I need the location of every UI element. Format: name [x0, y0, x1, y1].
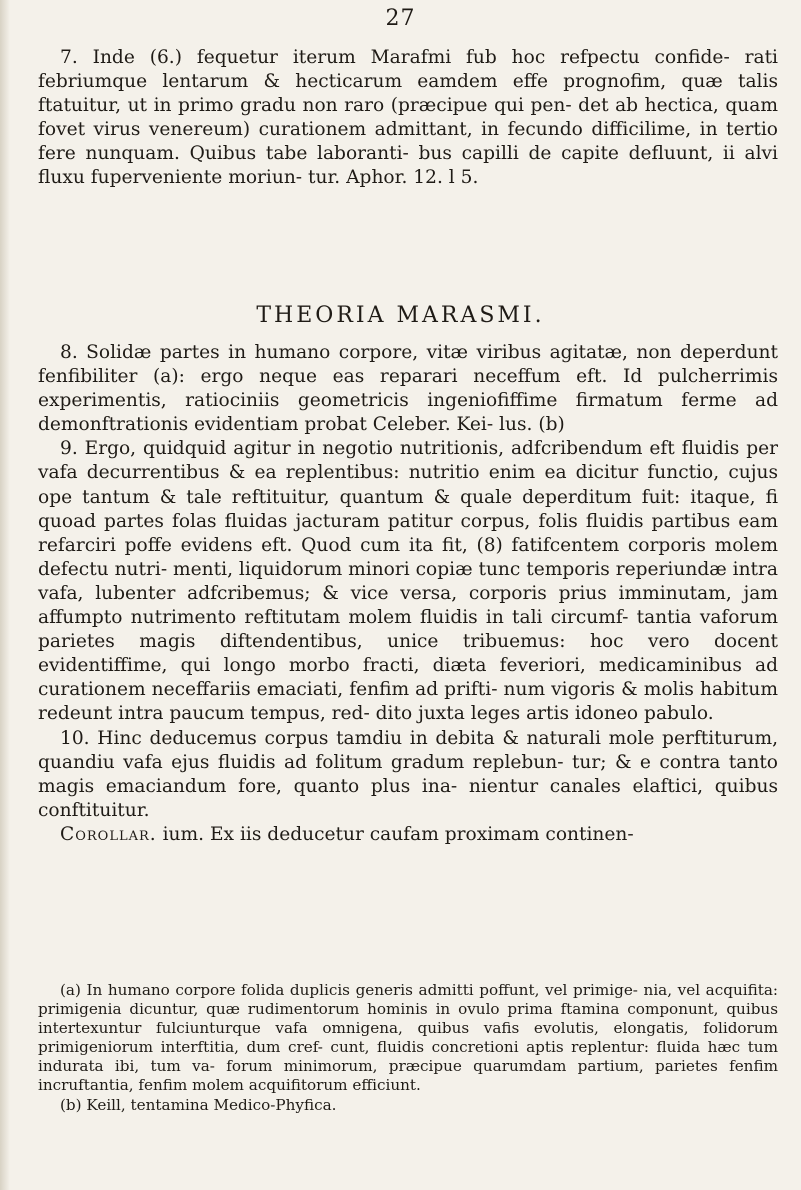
paragraph-9: 9. Ergo, quidquid agitur in negotio nutritionis, adfcribendum eft fluidis per vafa decurrentibus & ea replentibus: nutritio enim ea dicitur functio, cujus ope tantum & tale reftituitur, quantum & quale deperditum fuit: itaque, fi quoad partes folas fluidas jacturam patitur corpus, folis fluidis partibus eam refarciri poffe evidens eft. Quod cum ita fit, (8) fatifcentem corporis molem defectu nutri- menti, liquidorum minori copiæ tunc temporis reperiundæ intra vafa, lubenter adfcribemus; & vice versa, corporis prius imminutam, jam affumpto nutrimento reftitutam molem fluidis in tali circumf- tantia vaforum parietes magis diftendentibus, unice tribuemus: hoc vero docent evidentiffime, qui longo morbo fracti, diæta feveriori, medicaminibus ad curationem neceffariis emaciati, fenfim ad prifti- num vigoris & molis habitum redeunt intra paucum tempus, red- dito juxta leges artis idoneo pabulo.	[38, 438, 778, 725]
footnotes	[38, 981, 778, 1115]
section-heading: THEORIA MARASMI.	[256, 303, 545, 328]
paragraph-10: 10. Hinc deducemus corpus tamdiu in debita & naturali mole perftiturum, quandiu vafa ejus fluidis ad folitum gradum replebun- tur; & e contra tanto magis emaciandum fore, quanto plus ina- nientur canales elaftici, quibus conftituitur.	[38, 727, 778, 821]
paragraph-corollarium	[38, 823, 778, 847]
page-number: 27	[385, 6, 416, 31]
paragraph-7: 7. Inde (6.) fequetur iterum Marafmi fub hoc refpectu confide- rati febriumque lentarum & hecticarum eamdem effe prognofim, quæ talis ftatuitur, ut in primo gradu non raro (præcipue qui pen- det ab hectica, quam fovet virus venereum) curationem admittant, in fecundo difficilime, in tertio fere nunquam. Quibus tabe laboranti- bus capilli de capite defluunt, ii alvi fluxu fuperveniente moriun- tur. Aphor. 12. l 5.	[38, 47, 778, 189]
page-gutter-shadow	[0, 0, 10, 1190]
paragraph-8: 8. Solidæ partes in humano corpore, vitæ viribus agitatæ, non deperdunt fenfibiliter (a): ergo neque eas reparari neceffum eft. Id pulcherrimis experimentis, ratiociniis geometricis ingeniofiffime firmatum ferme ad demonftrationis evidentiam probat Celeber. Kei- lus. (b)	[38, 342, 778, 436]
footnote-b: (b) Keill, tentamina Medico-Phyfica.	[60, 1095, 337, 1114]
text-block-main	[38, 341, 778, 847]
text-block-upper	[38, 46, 778, 191]
corollarium-text: ium. Ex iis deducetur caufam proximam continen-	[162, 823, 634, 845]
footnote-a: (a) In humano corpore folida duplicis generis admitti poffunt, vel primige- nia, vel acquifita: primigenia dicuntur, quæ rudimentorum hominis in ovulo prima ftamina componunt, quibus intertexuntur fulciunturque vafa omnigena, quibus vafis evolutis, elongatis, folidorum primigeniorum interftitia, dum cref- cunt, fluidis concretioni aptis replentur: fluida hæc tum indurata ibi, tum va- forum minimorum, præcipue quarumdam partium, parietes fenfim incruftantia, fenfim molem acquifitorum efficiunt.	[38, 981, 778, 1095]
corollarium-label: Corollar.	[60, 823, 157, 845]
